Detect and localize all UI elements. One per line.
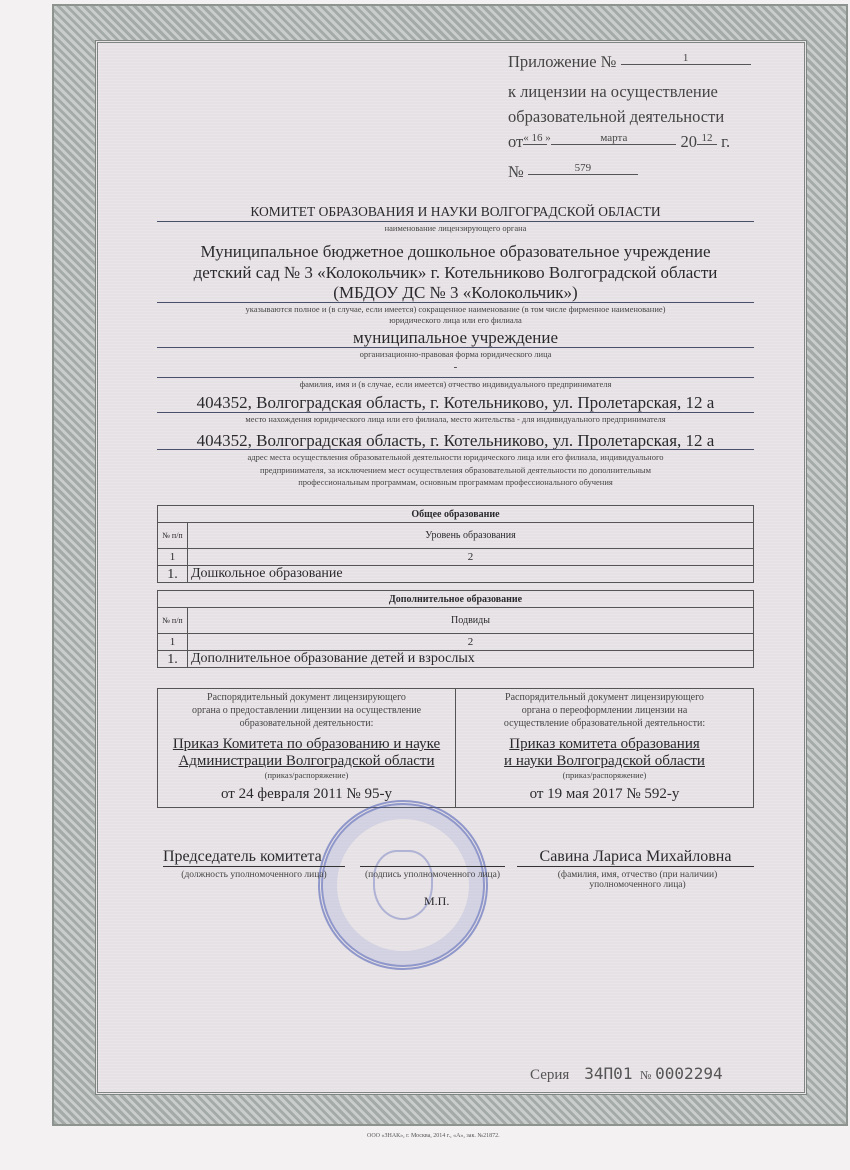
reissue-document: Распорядительный документ лицензирующего органа о переоформлении лицензии на осуществление образовательной деятельности: Приказ комитета образования и науки Волгоградской области (приказ/распоряжение) от 19 мая 2017 № 592-у <box>455 689 753 807</box>
signature-line <box>360 866 505 867</box>
grant-document: Распорядительный документ лицензирующего органа о предоставлении лицензии на осуществление образовательной деятельности: Приказ Комитета по образованию и науке Администрации Волгоградской области (приказ/распоряжение) от 24 февраля 2011 № 95-у <box>172 692 441 802</box>
signatory-position: Председатель комитета <box>163 848 345 867</box>
seal-place: М.П. <box>424 894 450 908</box>
appendix-number: Приложение № 1 <box>508 52 751 72</box>
official-seal <box>318 800 488 970</box>
entrepreneur: - <box>453 361 458 373</box>
caption: (фамилия, имя, отчество (при наличии) уполномоченного лица) <box>557 870 718 890</box>
caption: место нахождения юридического лица или его филиала, место жительства - для индивидуального предпринимателя <box>245 414 666 424</box>
authority-name: КОМИТЕТ ОБРАЗОВАНИЯ И НАУКИ ВОЛГОГРАДСКОЙ ОБЛАСТИ <box>250 204 661 219</box>
entity-name: Муниципальное бюджетное дошкольное образовательное учреждение детский сад № 3 «Колокольчик» г. Котельниково Волгоградской области (МБДОУ ДС № 3 «Колокольчик») <box>193 242 718 302</box>
appendix-date: от« 16 » марта 20 12 г. <box>508 132 731 151</box>
caption: адрес места осуществления образовательной деятельности юридического лица или его филиала, индивидуального предпринимателя, за исключением мест осуществления образовательной деятельности по дополнительным профессиональным программам, основным программам профессионального обучения <box>247 452 664 487</box>
general-education-table: Общее образование № п/п Уровень образования 1 2 1. Дошкольное образование <box>157 505 754 583</box>
series: Серия 34П01 № 0002294 <box>530 1064 723 1083</box>
activity-address: 404352, Волгоградская область, г. Котельниково, ул. Пролетарская, 12 а <box>196 431 715 450</box>
table-row: 1. Дошкольное образование <box>158 566 754 583</box>
printer-info: ООО «ЗНАК», г. Москва, 2014 г., «А», зак. №21872. <box>367 1133 500 1139</box>
caption: указываются полное и (в случае, если имеется) сокращенное наименование (в том числе фирменное наименование) юридического лица или его филиала <box>245 304 666 325</box>
caption: организационно-правовая форма юридического лица <box>359 349 552 359</box>
appendix-line: образовательной деятельности <box>508 107 725 126</box>
signatory-name: Савина Лариса Михайловна <box>517 848 754 867</box>
caption: (подпись уполномоченного лица) <box>364 870 500 880</box>
caption: фамилия, имя и (в случае, если имеется) отчество индивидуального предпринимателя <box>299 379 612 389</box>
license-number: № 579 <box>508 162 638 182</box>
legal-form: муниципальное учреждение <box>352 328 559 347</box>
caption: (должность уполномоченного лица) <box>181 870 327 880</box>
orders-box <box>157 688 754 808</box>
additional-education-table: Дополнительное образование № п/п Подвиды 1 2 1. Дополнительное образование детей и взрослых <box>157 590 754 668</box>
location-address: 404352, Волгоградская область, г. Котельниково, ул. Пролетарская, 12 а <box>196 393 715 412</box>
caption: наименование лицензирующего органа <box>384 223 527 233</box>
table-row: 1. Дополнительное образование детей и взрослых <box>158 651 754 668</box>
appendix-line: к лицензии на осуществление <box>508 82 718 101</box>
